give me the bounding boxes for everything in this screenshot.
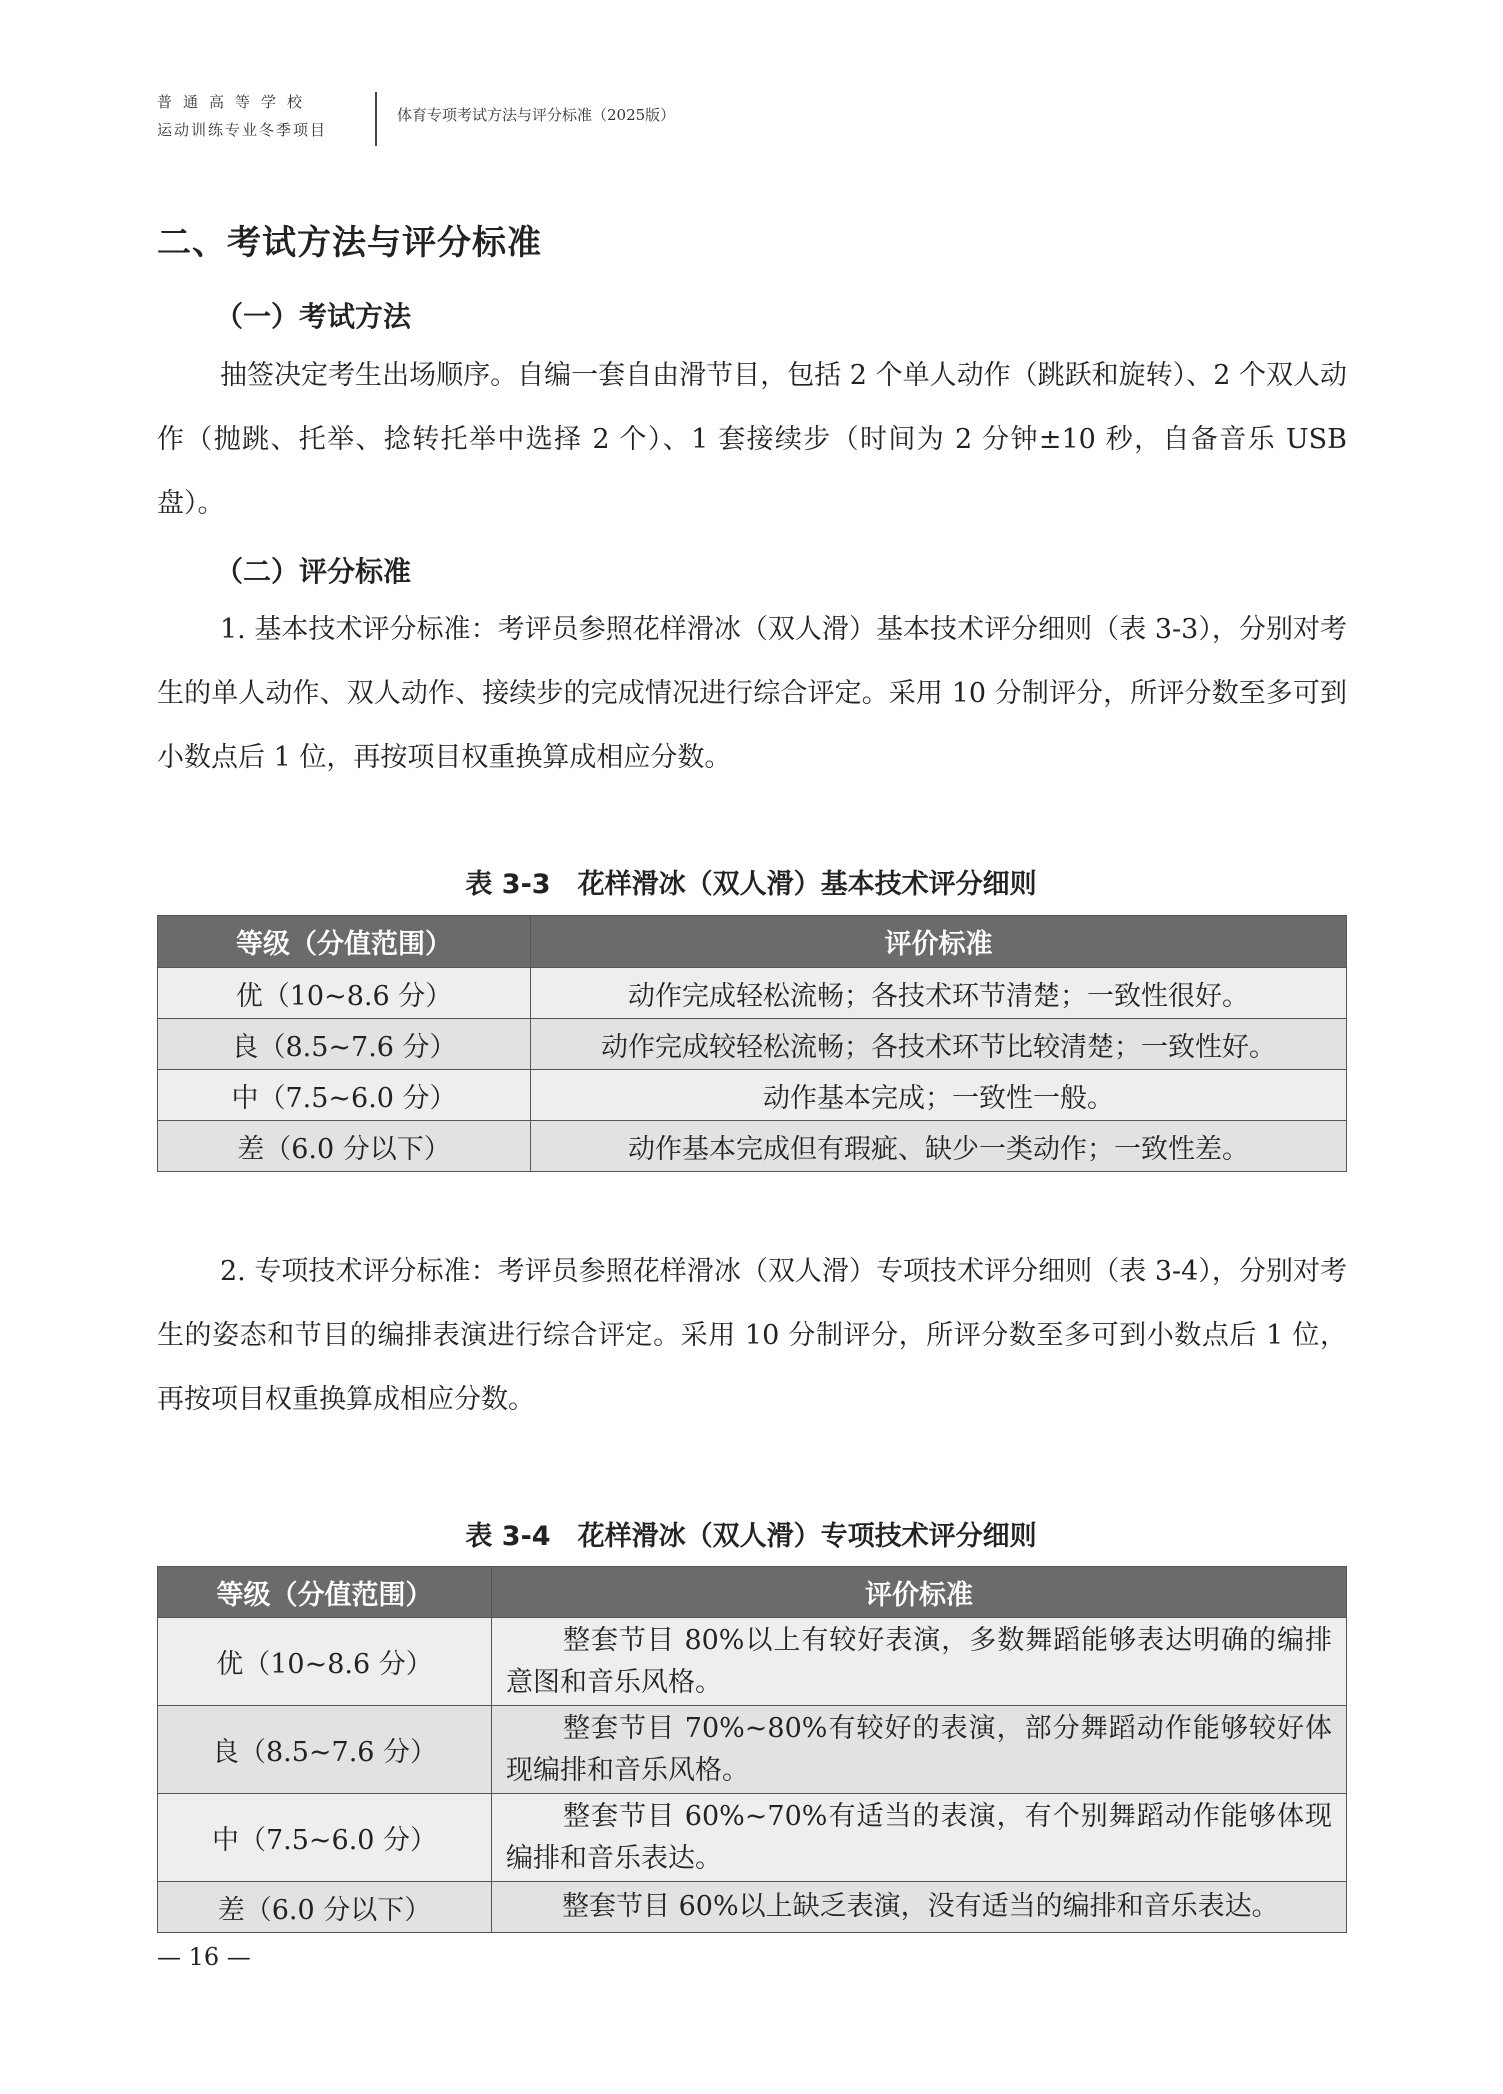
criteria-cell: 动作完成较轻松流畅；各技术环节比较清楚；一致性好。	[531, 1019, 1347, 1070]
grade-cell: 优（10~8.6 分）	[158, 1618, 492, 1706]
paragraph-special-scoring-text: 2. 专项技术评分标准：考评员参照花样滑冰（双人滑）专项技术评分细则（表 3-4），分别对考生的姿态和节目的编排表演进行综合评定。采用 10 分制评分，所评分数至多可到小数点后 1 位，再按项目权重换算成相应分数。	[157, 1256, 1347, 1415]
table2-caption: 表 3-4 花样滑冰（双人滑）专项技术评分细则	[465, 1521, 1037, 1552]
criteria-cell: 动作基本完成但有瑕疵、缺少一类动作；一致性差。	[531, 1121, 1347, 1172]
header-school-block	[157, 88, 367, 144]
grade-cell: 优（10~8.6 分）	[158, 968, 531, 1019]
subsection-title-method: （一）考试方法	[215, 300, 412, 333]
criteria-cell: 动作完成轻松流畅；各技术环节清楚；一致性很好。	[531, 968, 1347, 1019]
section-title: 二、考试方法与评分标准	[157, 223, 542, 263]
table-header-row	[158, 916, 1347, 968]
criteria-cell	[492, 1618, 1347, 1706]
criteria-cell	[492, 1706, 1347, 1794]
paragraph-method-text: 抽签决定考生出场顺序。自编一套自由滑节目，包括 2 个单人动作（跳跃和旋转）、2 个双人动作（抛跳、托举、捻转托举中选择 2 个）、1 套接续步（时间为 2 分钟±10 秒，自备音乐 USB 盘）。	[157, 360, 1347, 519]
table-row	[158, 1794, 1347, 1882]
grade-cell: 差（6.0 分以下）	[158, 1121, 531, 1172]
criteria-text: 整套节目 60%~70%有适当的表演，有个别舞蹈动作能够体现编排和音乐表达。	[506, 1800, 1332, 1874]
table-row	[158, 1706, 1347, 1794]
grade-cell: 中（7.5~6.0 分）	[158, 1794, 492, 1882]
table-row	[158, 1618, 1347, 1706]
criteria-text: 整套节目 80%以上有较好表演，多数舞蹈能够表达明确的编排意图和音乐风格。	[506, 1624, 1332, 1698]
grade-cell: 中（7.5~6.0 分）	[158, 1070, 531, 1121]
criteria-text: 整套节目 70%~80%有较好的表演，部分舞蹈动作能够较好体现编排和音乐风格。	[506, 1712, 1332, 1786]
header-divider	[375, 92, 377, 146]
criteria-cell: 动作基本完成；一致性一般。	[531, 1070, 1347, 1121]
criteria-text: 整套节目 60%以上缺乏表演，没有适当的编排和音乐表达。	[562, 1891, 1279, 1922]
table-row	[158, 1121, 1347, 1172]
table1-caption: 表 3-3 花样滑冰（双人滑）基本技术评分细则	[465, 869, 1037, 900]
grade-cell: 良（8.5~7.6 分）	[158, 1019, 531, 1070]
table-row	[158, 968, 1347, 1019]
table-header-cell: 评价标准	[531, 916, 1347, 968]
table-header-cell: 等级（分值范围）	[158, 916, 531, 968]
header-doc-title: 体育专项考试方法与评分标准（2025版）	[397, 106, 676, 124]
table-row	[158, 1070, 1347, 1121]
criteria-cell	[492, 1882, 1347, 1933]
grade-cell: 差（6.0 分以下）	[158, 1882, 492, 1933]
header-school-line1: 普通高等学校	[157, 93, 314, 111]
table-header-row	[158, 1567, 1347, 1618]
paragraph-basic-scoring-text: 1. 基本技术评分标准：考评员参照花样滑冰（双人滑）基本技术评分细则（表 3-3），分别对考生的单人动作、双人动作、接续步的完成情况进行综合评定。采用 10 分制评分，所评分数至多可到小数点后 1 位，再按项目权重换算成相应分数。	[157, 614, 1347, 773]
page-number: — 16 —	[157, 1943, 251, 1971]
criteria-cell	[492, 1794, 1347, 1882]
table-header-cell: 等级（分值范围）	[158, 1567, 492, 1618]
paragraph-special-scoring	[157, 1240, 1347, 1432]
table-header-cell: 评价标准	[492, 1567, 1347, 1618]
grade-cell: 良（8.5~7.6 分）	[158, 1706, 492, 1794]
paragraph-method	[157, 344, 1347, 536]
paragraph-basic-scoring	[157, 598, 1347, 790]
table-special-technique	[157, 1566, 1347, 1933]
table-row	[158, 1019, 1347, 1070]
subsection-title-scoring: （二）评分标准	[215, 555, 412, 588]
table-basic-technique	[157, 915, 1347, 1172]
table-row	[158, 1882, 1347, 1933]
header-school-line2: 运动训练专业冬季项目	[157, 121, 328, 139]
